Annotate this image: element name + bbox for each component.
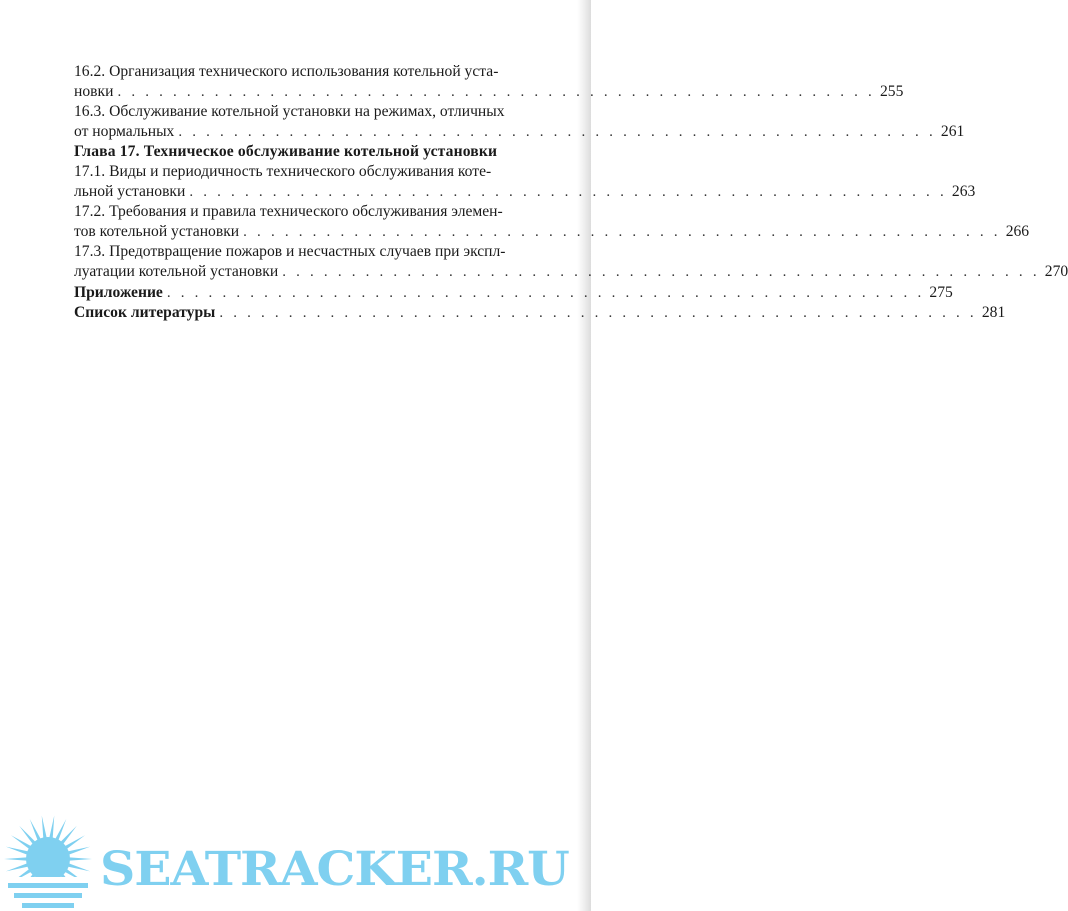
toc-entry-text: льной установки <box>74 182 186 200</box>
toc-entry-17-2-line2 <box>74 222 1030 243</box>
toc-entry-16-2-line2 <box>74 82 904 103</box>
sun-ray <box>68 857 92 861</box>
sun-ray <box>6 863 30 872</box>
sun-ray <box>4 857 28 861</box>
toc-references <box>74 303 1006 324</box>
toc-entry-text: луатации котельной установки <box>74 262 279 280</box>
toc-entry-text: от нормальных <box>74 122 175 140</box>
toc-entry-text: Приложение <box>74 283 163 301</box>
toc-entry-17-3-line2 <box>74 262 1068 283</box>
page-number: 270 <box>1044 262 1068 280</box>
toc-entry-17-1-line2 <box>74 182 976 203</box>
table-of-contents <box>74 62 1068 324</box>
page-number: 261 <box>940 122 965 140</box>
chapter-17-heading: Глава 17. Техническое обслуживание котельной установки <box>74 143 498 161</box>
sun-ray <box>42 815 47 839</box>
toc-entry-17-3-line1: 17.3. Предотвращение пожаров и несчастных случаев при экспл- <box>74 243 506 261</box>
toc-entry-17-1-line1: 17.1. Виды и периодичность технического обслуживания коте- <box>74 162 492 180</box>
toc-entry-17-2-line1: 17.2. Требования и правила технического обслуживания элемен- <box>74 203 503 221</box>
dot-leader: . . . . . . . . . . . . . . . . . . . . . . . . . . . . . . . . . . . . . . . . . . . . . . . . . . . . . . . <box>117 83 875 100</box>
page-number: 281 <box>981 304 1006 322</box>
dot-leader: . . . . . . . . . . . . . . . . . . . . . . . . . . . . . . . . . . . . . . . . . . . . . . . . . . . . . . . <box>219 305 977 322</box>
toc-entry-16-3-line1: 16.3. Обслуживание котельной установки на режимах, отличных <box>74 103 505 121</box>
dot-leader: . . . . . . . . . . . . . . . . . . . . . . . . . . . . . . . . . . . . . . . . . . . . . . . . . . . . . . . <box>282 263 1040 280</box>
page-number: 263 <box>951 182 976 200</box>
dot-leader: . . . . . . . . . . . . . . . . . . . . . . . . . . . . . . . . . . . . . . . . . . . . . . . . . . . . . . . <box>178 123 936 140</box>
toc-entry-text: тов котельной установки <box>74 222 240 240</box>
toc-entry-text: новки <box>74 82 114 100</box>
watermark <box>4 815 589 911</box>
sun-ray <box>67 847 91 856</box>
toc-entry-text: Список литературы <box>74 304 216 322</box>
sun-ray <box>6 847 30 856</box>
page-number: 266 <box>1005 222 1030 240</box>
sun-ray <box>67 863 91 872</box>
toc-entry-16-3-line2 <box>74 122 965 143</box>
page-number: 255 <box>880 82 904 100</box>
page-number: 275 <box>929 283 953 301</box>
dot-leader: . . . . . . . . . . . . . . . . . . . . . . . . . . . . . . . . . . . . . . . . . . . . . . . . . . . . . . . <box>189 183 947 200</box>
dot-leader: . . . . . . . . . . . . . . . . . . . . . . . . . . . . . . . . . . . . . . . . . . . . . . . . . . . . . . . <box>243 223 1001 240</box>
sun-logo-icon <box>4 815 100 911</box>
sun-ray <box>49 815 54 839</box>
toc-appendix <box>74 283 953 304</box>
watermark-text: SEATRACKER.RU <box>100 842 569 897</box>
dot-leader: . . . . . . . . . . . . . . . . . . . . . . . . . . . . . . . . . . . . . . . . . . . . . . . . . . . . . . . <box>166 284 925 301</box>
toc-entry-16-2-line1: 16.2. Организация технического использования котельной уста- <box>74 63 499 80</box>
